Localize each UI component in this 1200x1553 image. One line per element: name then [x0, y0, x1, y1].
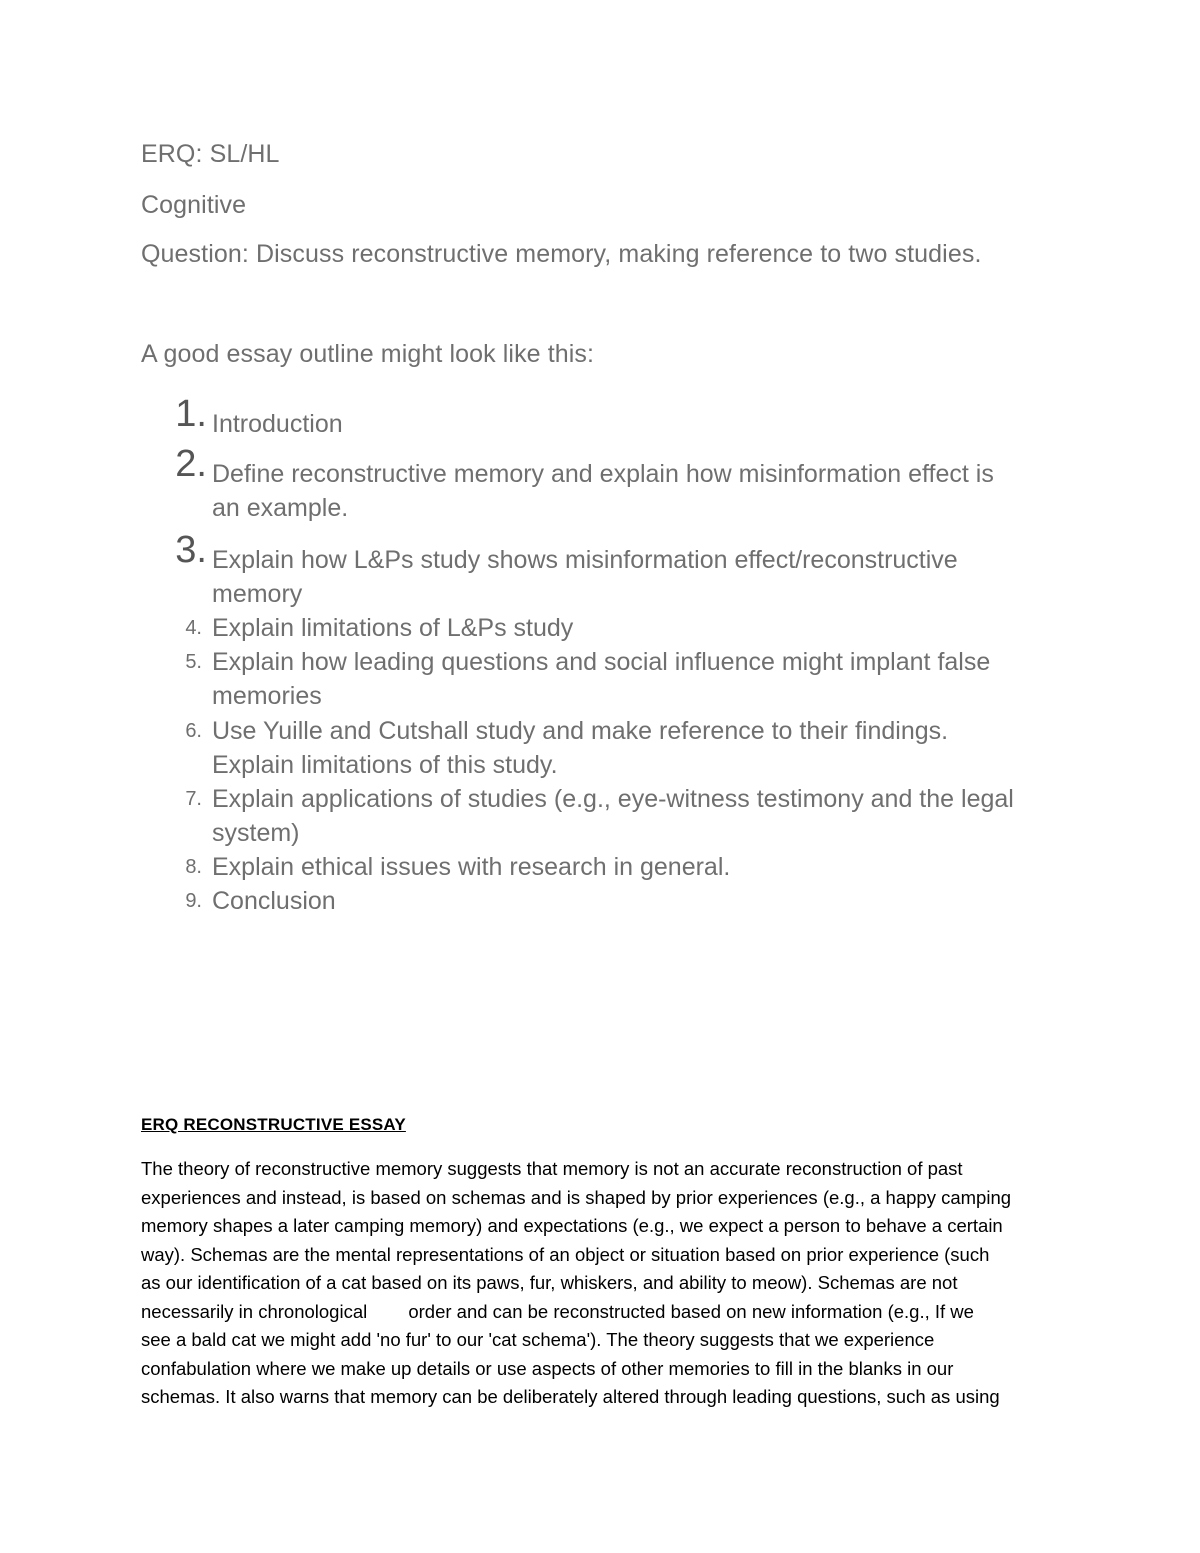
outline-number: 3. [175, 529, 207, 571]
outline-item [185, 884, 1112, 918]
outline-number: 7. [185, 788, 202, 810]
outline-intro: A good essay outline might look like this: [141, 340, 595, 368]
outline-item [185, 714, 1112, 782]
outline-number: 5. [185, 651, 202, 673]
essay-line: see a bald cat we might add 'no fur' to our 'cat schema'). The theory suggests that we experience [141, 1329, 935, 1350]
essay-line: memory shapes a later camping memory) and expectations (e.g., we expect a person to behave a certain [141, 1215, 1003, 1236]
erq-level-label: ERQ: SL/HL [141, 140, 280, 168]
outline-text: Explain limitations of L&Ps study [212, 614, 574, 642]
outline-text: Explain applications of studies (e.g., eye-witness testimony and the legal [212, 785, 1014, 813]
outline-number: 6. [185, 720, 202, 742]
outline-text: an example. [212, 494, 349, 522]
essay-body [141, 1155, 1071, 1412]
outline-text: Conclusion [212, 887, 336, 915]
outline-text: system) [212, 819, 300, 847]
essay-line: schemas. It also warns that memory can be deliberately altered through leading questions, such as using [141, 1386, 1000, 1407]
essay-line: as our identification of a cat based on its paws, fur, whiskers, and ability to meow). Schemas are not [141, 1272, 958, 1293]
question-text: Question: Discuss reconstructive memory, making reference to two studies. [141, 240, 982, 268]
outline-item [185, 850, 1112, 884]
outline-text: Explain how leading questions and social influence might implant false [212, 648, 991, 676]
outline-text: Explain ethical issues with research in general. [212, 853, 731, 881]
essay-title: ERQ RECONSTRUCTIVE ESSAY [141, 1115, 406, 1134]
outline-text: memories [212, 682, 322, 710]
outline-text: Define reconstructive memory and explain how misinformation effect is [212, 460, 994, 488]
outline-number: 9. [185, 890, 202, 912]
outline-number: 2. [175, 443, 207, 485]
outline-number: 1. [175, 393, 207, 435]
essay-line: way). Schemas are the mental representations of an object or situation based on prior experience (such [141, 1243, 990, 1265]
outline-text: memory [212, 580, 303, 608]
essay-line: necessarily in chronological order and can be reconstructed based on new information (e.g., If we [141, 1300, 974, 1322]
outline-text: Explain limitations of this study. [212, 751, 558, 779]
outline-number: 8. [185, 856, 202, 878]
outline-item [185, 782, 1112, 850]
outline-item [185, 645, 1112, 713]
outline-number: 4. [185, 617, 202, 639]
outline-item [185, 611, 1112, 645]
outline-text: Use Yuille and Cutshall study and make reference to their findings. [212, 717, 949, 745]
essay-line: confabulation where we make up details or use aspects of other memories to fill in the blanks in our [141, 1357, 954, 1379]
outline-text: Explain how L&Ps study shows misinformation effect/reconstructive [212, 546, 958, 574]
essay-line: The theory of reconstructive memory suggests that memory is not an accurate reconstruction of past [141, 1158, 963, 1179]
outline-item [175, 443, 1112, 525]
topic-label: Cognitive [141, 191, 247, 219]
essay-line: experiences and instead, is based on schemas and is shaped by prior experiences (e.g., a happy camping [141, 1186, 1012, 1208]
outline-text: Introduction [212, 410, 343, 438]
outline-item [175, 529, 1112, 611]
outline-item [175, 393, 1112, 441]
